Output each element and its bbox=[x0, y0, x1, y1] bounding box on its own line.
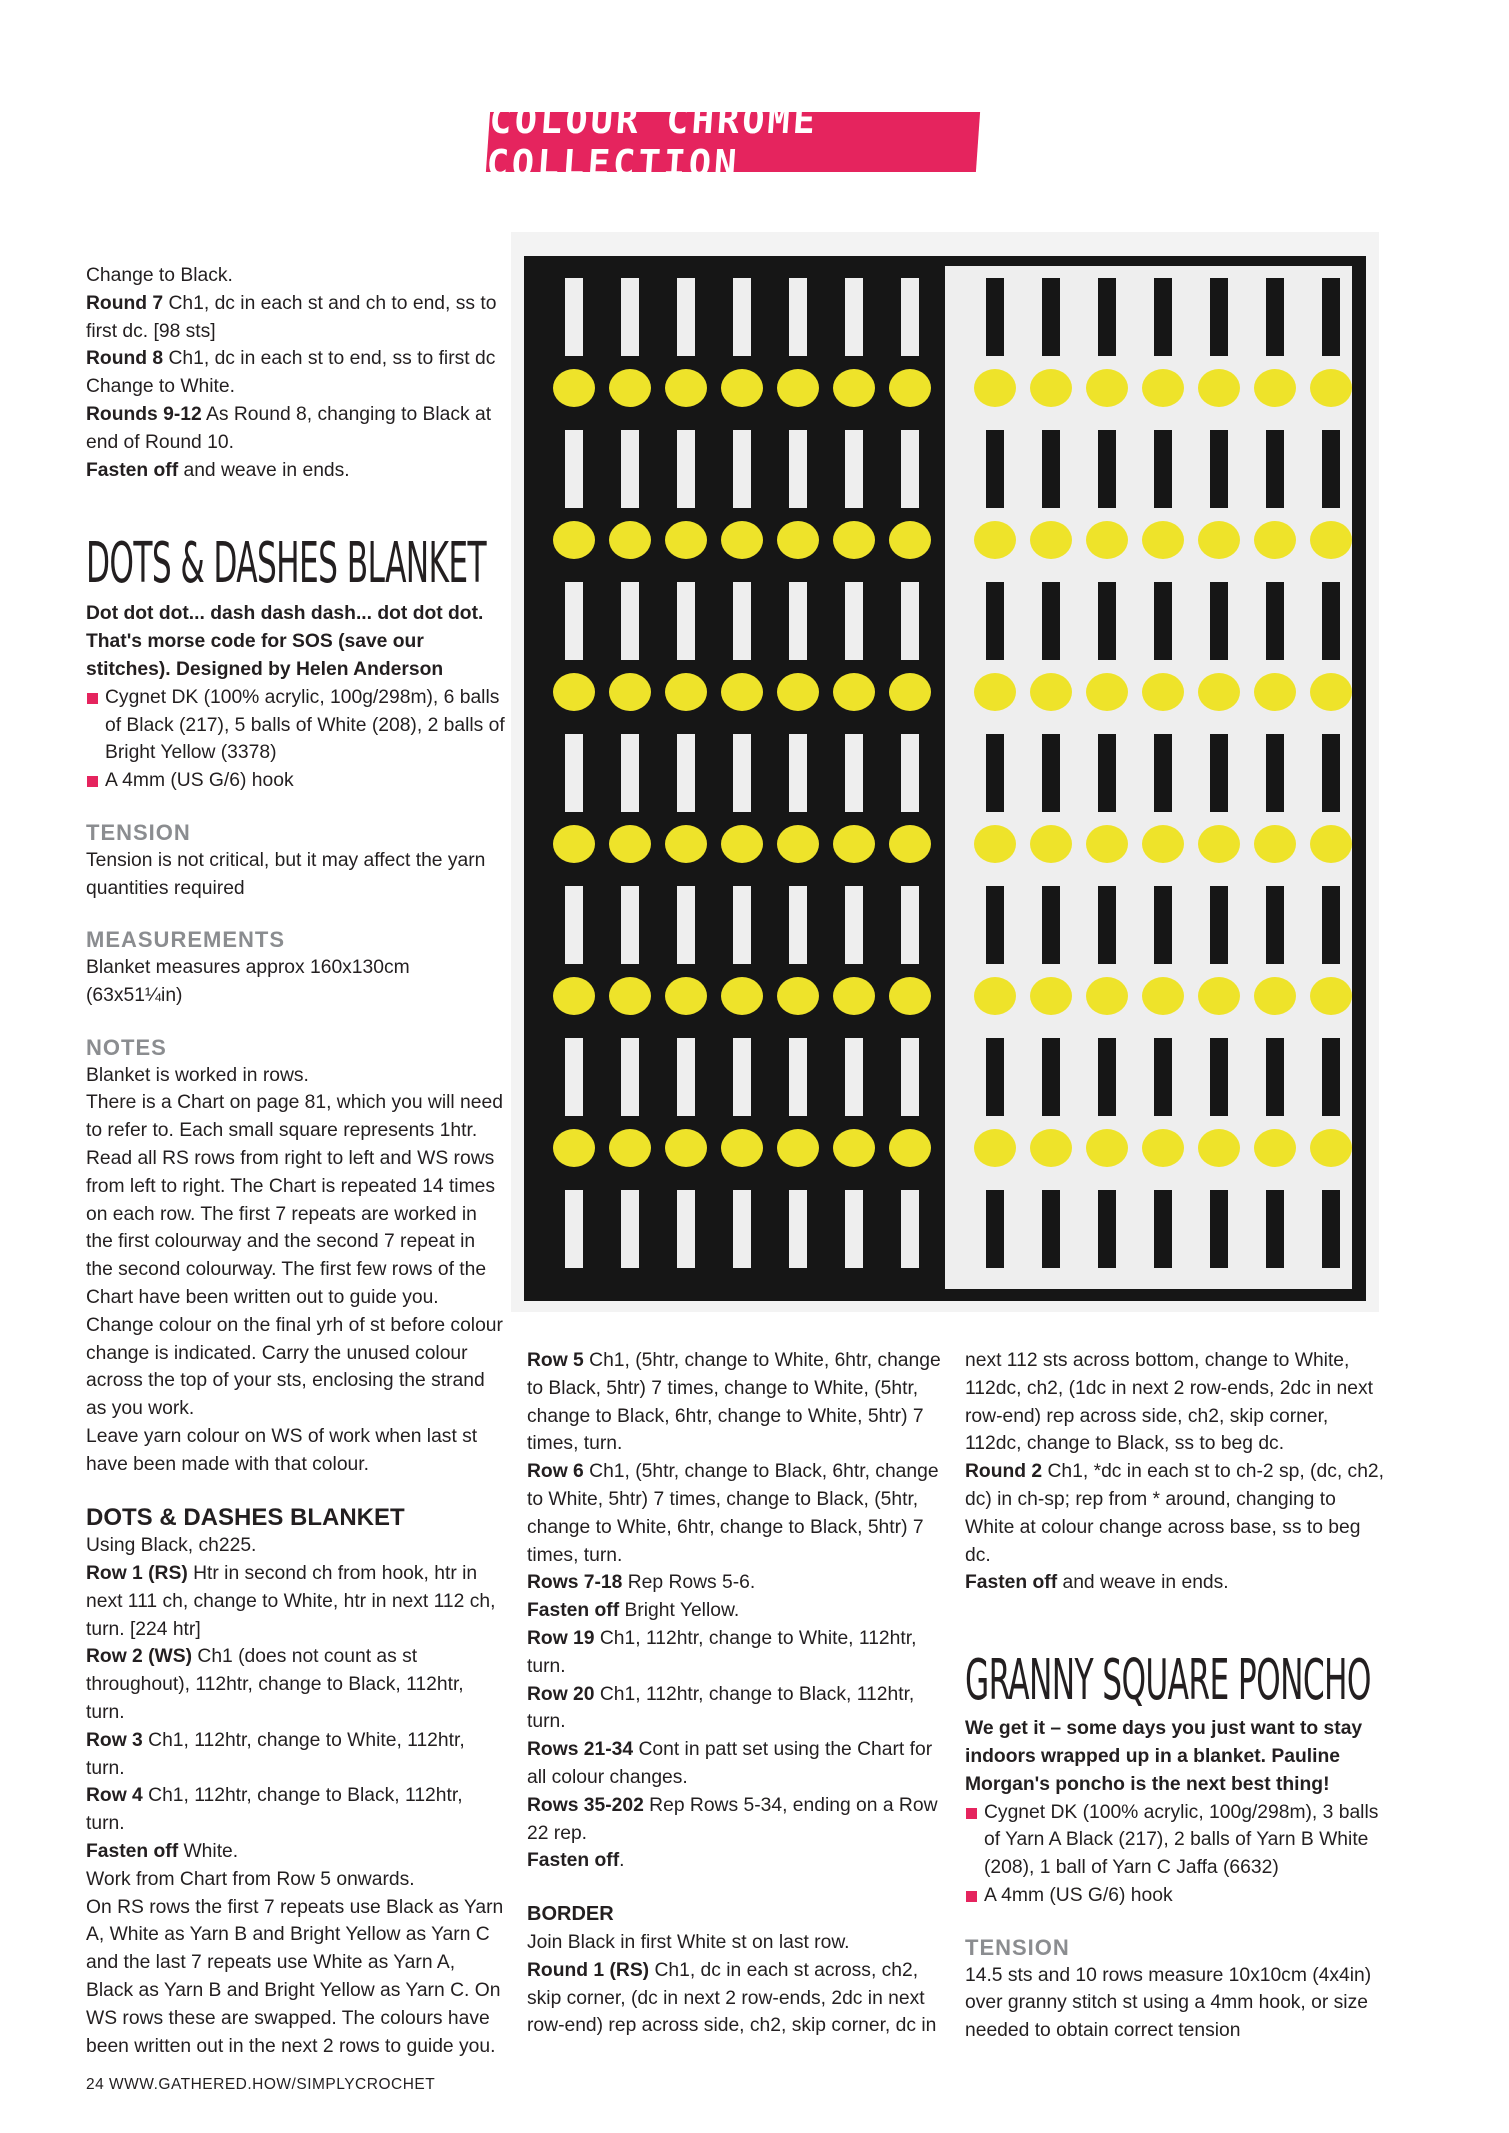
blanket-dash bbox=[1210, 1038, 1228, 1116]
left-column bbox=[86, 262, 506, 2060]
blanket-dash bbox=[1210, 1190, 1228, 1268]
row-line-8 bbox=[527, 1792, 947, 1848]
blanket-dot bbox=[1142, 521, 1184, 559]
pattern-line-4 bbox=[86, 1727, 506, 1783]
pattern-line-2 bbox=[86, 1560, 506, 1643]
right-line-text: Ch1, *dc in each st to ch-2 sp, (dc, ch2, dc) in ch-sp; rep from * around, changing to White at colour change across base, ss to beg dc. bbox=[965, 1461, 1384, 1566]
blanket-dot bbox=[609, 977, 651, 1015]
row-line-1 bbox=[527, 1347, 947, 1458]
blanket-dash bbox=[1154, 278, 1172, 356]
blanket-dot bbox=[1254, 369, 1296, 407]
blanket-dash bbox=[986, 278, 1004, 356]
blanket-dot bbox=[889, 1129, 931, 1167]
blanket-dot bbox=[609, 1129, 651, 1167]
blanket-dot bbox=[833, 369, 875, 407]
blanket-dot bbox=[553, 369, 595, 407]
dots-material-2: A 4mm (US G/6) hook bbox=[86, 767, 506, 795]
blanket-dot bbox=[974, 369, 1016, 407]
row-line-label: Row 6 bbox=[527, 1461, 584, 1483]
blanket-dot bbox=[1030, 977, 1072, 1015]
blanket-dash bbox=[1154, 1038, 1172, 1116]
blanket-dash bbox=[565, 1038, 583, 1116]
blanket-dot bbox=[553, 825, 595, 863]
pattern-line-3 bbox=[86, 1643, 506, 1726]
dots-tension-text: Tension is not critical, but it may affect the yarn quantities required bbox=[86, 849, 486, 899]
row-line-4 bbox=[527, 1597, 947, 1625]
pattern-line-1 bbox=[86, 1532, 506, 1560]
border-instructions bbox=[527, 1929, 947, 2040]
blanket-dot bbox=[889, 369, 931, 407]
pattern-line-7 bbox=[86, 1866, 506, 1894]
pattern-line-label: Row 2 (WS) bbox=[86, 1646, 193, 1668]
pattern-line-text: On RS rows the first 7 repeats use Black as Yarn A, White as Yarn B and Bright Yellow as Yarn C and the last 7 repeats use White as Yarn A, Black as Yarn B and Bright Yellow as Yarn C. On WS rows these are swapped. The colours have been written out in the next 2 rows to guide you. bbox=[86, 1896, 504, 2057]
blanket-dash bbox=[733, 1190, 751, 1268]
blanket-dash bbox=[733, 582, 751, 660]
blanket-dot bbox=[1030, 825, 1072, 863]
blanket-dash bbox=[733, 734, 751, 812]
row-line-text: Rep Rows 5-6. bbox=[622, 1572, 756, 1594]
blanket-dot bbox=[1086, 521, 1128, 559]
blanket-dot bbox=[1198, 825, 1240, 863]
blanket-dot bbox=[553, 977, 595, 1015]
pattern-line-text: White. bbox=[178, 1841, 239, 1863]
blanket-dash bbox=[901, 734, 919, 812]
blanket-dash bbox=[1042, 430, 1060, 508]
blanket-dot bbox=[553, 673, 595, 711]
blanket-dash bbox=[1154, 886, 1172, 964]
row-line-text: Bright Yellow. bbox=[619, 1600, 740, 1622]
row-line-text: Ch1, (5htr, change to Black, 6htr, change to White, 5htr) 7 times, change to Black, (5htr, change to White, 6htr, change to Black, 5htr) 7 times, turn. bbox=[527, 1461, 939, 1566]
blanket-dash bbox=[1266, 430, 1284, 508]
blanket-dot bbox=[1198, 673, 1240, 711]
poncho-material-2: A 4mm (US G/6) hook bbox=[965, 1882, 1385, 1910]
blanket-dot bbox=[609, 369, 651, 407]
right-line-text: next 112 sts across bottom, change to White, 112dc, ch2, (1dc in next 2 row-ends, 2dc in next row-end) rep across side, ch2, skip corner, 112dc, change to Black, ss to beg dc. bbox=[965, 1350, 1373, 1455]
blanket-dash bbox=[1322, 734, 1340, 812]
blanket-dot bbox=[777, 977, 819, 1015]
blanket-dash bbox=[789, 1038, 807, 1116]
blanket-dot bbox=[1086, 825, 1128, 863]
blanket-dot bbox=[665, 1129, 707, 1167]
blanket-dash bbox=[621, 278, 639, 356]
blanket-dot bbox=[665, 673, 707, 711]
poncho-tension-text: 14.5 sts and 10 rows measure 10x10cm (4x4in) over granny stitch st using a 4mm hook, or size needed to obtain correct tension bbox=[965, 1964, 1372, 2042]
blanket-dot bbox=[889, 521, 931, 559]
row-line-label: Row 5 bbox=[527, 1350, 584, 1371]
blanket-dot bbox=[665, 369, 707, 407]
blanket-dash bbox=[677, 886, 695, 964]
blanket-dash bbox=[1154, 582, 1172, 660]
row-line-2 bbox=[527, 1458, 947, 1569]
blanket-dash bbox=[986, 886, 1004, 964]
right-line-2 bbox=[965, 1458, 1385, 1569]
row-line-label: Rows 35-202 bbox=[527, 1794, 644, 1816]
blanket-dot bbox=[833, 521, 875, 559]
blanket-dot bbox=[777, 825, 819, 863]
pattern-line-text: Ch1, 112htr, change to White, 112htr, turn. bbox=[86, 1729, 465, 1779]
border-line-label: Round 1 (RS) bbox=[527, 1959, 650, 1981]
round-line-5 bbox=[86, 457, 506, 485]
right-line-label: Fasten off bbox=[965, 1572, 1058, 1594]
blanket-dash bbox=[789, 886, 807, 964]
blanket-dot bbox=[1310, 1129, 1352, 1167]
notes-line-1: Blanket is worked in rows. bbox=[86, 1064, 309, 1086]
blanket-dash bbox=[1042, 886, 1060, 964]
blanket-dot bbox=[553, 521, 595, 559]
blanket-dot bbox=[721, 673, 763, 711]
blanket-right-border bbox=[1352, 256, 1366, 1301]
dots-intro: Dot dot dot... dash dash dash... dot dot dot. That's morse code for SOS (save our stitches). Designed by Helen Anderson bbox=[86, 603, 484, 680]
pattern-line-5 bbox=[86, 1782, 506, 1838]
pattern-line-label: Fasten off bbox=[86, 1841, 179, 1863]
blanket-dot bbox=[665, 521, 707, 559]
blanket-dash bbox=[565, 886, 583, 964]
blanket-dash bbox=[986, 1038, 1004, 1116]
blanket-dash bbox=[845, 582, 863, 660]
blanket-dot bbox=[974, 1129, 1016, 1167]
round-line-text: Ch1, dc in each st to end, ss to first dc Change to White. bbox=[86, 348, 496, 398]
pattern-line-text: Ch1 (does not count as st throughout), 112htr, change to Black, 112htr, turn. bbox=[86, 1646, 464, 1724]
round-line-text: Change to Black. bbox=[86, 265, 233, 286]
round-line-3 bbox=[86, 345, 506, 401]
right-instructions bbox=[965, 1347, 1385, 1597]
blanket-dash bbox=[1322, 278, 1340, 356]
blanket-dash bbox=[565, 430, 583, 508]
blanket-dot bbox=[1142, 673, 1184, 711]
blanket-dash bbox=[1210, 734, 1228, 812]
blanket-dash bbox=[677, 430, 695, 508]
blanket-dash bbox=[1042, 1190, 1060, 1268]
blanket-dash bbox=[986, 582, 1004, 660]
blanket-dot bbox=[1086, 369, 1128, 407]
blanket-dot bbox=[1142, 977, 1184, 1015]
blanket-dash bbox=[1154, 430, 1172, 508]
blanket-dash bbox=[1098, 1038, 1116, 1116]
blanket-dash bbox=[621, 1038, 639, 1116]
blanket-dot bbox=[1030, 673, 1072, 711]
blanket-dash bbox=[565, 582, 583, 660]
blanket-dot bbox=[974, 673, 1016, 711]
blanket-dot bbox=[1254, 521, 1296, 559]
pattern-line-8 bbox=[86, 1894, 506, 2061]
blanket-dot bbox=[889, 673, 931, 711]
blanket-dash bbox=[1042, 582, 1060, 660]
blanket-dot bbox=[1254, 673, 1296, 711]
border-line-text: Ch1, dc in each st across, ch2, skip corner, (dc in next 2 row-ends, 2dc in next row-end) rep across side, ch2, skip corner, dc in bbox=[527, 1959, 937, 2037]
blanket-dash bbox=[901, 886, 919, 964]
blanket-dash bbox=[789, 582, 807, 660]
blanket-dot bbox=[721, 369, 763, 407]
blanket-dot bbox=[1198, 977, 1240, 1015]
round-line-label: Rounds 9-12 bbox=[86, 403, 202, 425]
dots-material-1: Cygnet DK (100% acrylic, 100g/298m), 6 balls of Black (217), 5 balls of White (208), 2 balls of Bright Yellow (3378) bbox=[86, 684, 506, 767]
round-line-text: Ch1, dc in each st and ch to end, ss to first dc. [98 sts] bbox=[86, 292, 497, 342]
blanket-dot bbox=[889, 825, 931, 863]
blanket-dash bbox=[1098, 430, 1116, 508]
row-line-text: Rep Rows 5-34, ending on a Row 22 rep. bbox=[527, 1794, 938, 1844]
dots-title: DOTS & DASHES BLANKET bbox=[86, 531, 486, 597]
row-line-text: . bbox=[619, 1850, 625, 1872]
blanket-dot bbox=[1310, 673, 1352, 711]
blanket-dot bbox=[1030, 1129, 1072, 1167]
blanket-dash bbox=[733, 886, 751, 964]
blanket-dot bbox=[1030, 521, 1072, 559]
right-line-1 bbox=[965, 1347, 1385, 1458]
right-line-text: and weave in ends. bbox=[1057, 1572, 1229, 1594]
blanket-dash bbox=[1266, 278, 1284, 356]
blanket-dash bbox=[621, 582, 639, 660]
blanket-dash bbox=[845, 886, 863, 964]
blanket-dot bbox=[721, 521, 763, 559]
blanket-dot bbox=[1030, 369, 1072, 407]
blanket-dash bbox=[1210, 582, 1228, 660]
blanket-dot bbox=[721, 1129, 763, 1167]
pattern-line-label: Row 1 (RS) bbox=[86, 1563, 188, 1585]
blanket-dash bbox=[789, 278, 807, 356]
blanket-dot bbox=[1198, 1129, 1240, 1167]
blanket-dot bbox=[1254, 825, 1296, 863]
blanket-dash bbox=[845, 430, 863, 508]
blanket-dot bbox=[974, 825, 1016, 863]
round-line-2 bbox=[86, 290, 506, 346]
round-line-text: and weave in ends. bbox=[178, 459, 350, 481]
blanket-dot bbox=[1310, 521, 1352, 559]
blanket-dash bbox=[1266, 734, 1284, 812]
blanket-dot bbox=[721, 825, 763, 863]
blanket-dot bbox=[1254, 977, 1296, 1015]
blanket-dash bbox=[621, 430, 639, 508]
page-footer: 24 WWW.GATHERED.HOW/SIMPLYCROCHET bbox=[86, 2076, 436, 2093]
blanket-dot bbox=[777, 673, 819, 711]
row-line-label: Rows 7-18 bbox=[527, 1572, 623, 1594]
blanket-dot bbox=[974, 977, 1016, 1015]
blanket-dot bbox=[1086, 977, 1128, 1015]
blanket-dash bbox=[1098, 278, 1116, 356]
blanket-dash bbox=[1154, 1190, 1172, 1268]
round-line-4 bbox=[86, 401, 506, 457]
blanket-dash bbox=[845, 278, 863, 356]
pattern-line-label: Row 3 bbox=[86, 1729, 143, 1751]
blanket-dot bbox=[833, 1129, 875, 1167]
row-line-9 bbox=[527, 1847, 947, 1875]
blanket-dash bbox=[1098, 886, 1116, 964]
blanket-dash bbox=[621, 1190, 639, 1268]
row-line-text: Ch1, 112htr, change to White, 112htr, turn. bbox=[527, 1627, 917, 1677]
row-line-3 bbox=[527, 1569, 947, 1597]
right-line-3 bbox=[965, 1569, 1385, 1597]
dots-notes-heading: NOTES bbox=[86, 1034, 167, 1060]
blanket-dot bbox=[1142, 1129, 1184, 1167]
right-line-label: Round 2 bbox=[965, 1461, 1043, 1483]
blanket-dash bbox=[845, 1190, 863, 1268]
blanket-dash bbox=[789, 734, 807, 812]
blanket-dash bbox=[621, 886, 639, 964]
row-line-text: Cont in patt set using the Chart for all colour changes. bbox=[527, 1739, 933, 1788]
row-line-text: Ch1, (5htr, change to White, 6htr, change to Black, 5htr) 7 times, change to White, (5htr, change to Black, 6htr, change to White, 5htr) 7 times, turn. bbox=[527, 1350, 941, 1455]
blanket-dash bbox=[845, 1038, 863, 1116]
border-line-1 bbox=[527, 1929, 947, 1957]
blanket-dot bbox=[609, 521, 651, 559]
border-line-2 bbox=[527, 1957, 947, 2040]
round-line-label: Fasten off bbox=[86, 459, 179, 481]
row-line-6 bbox=[527, 1681, 947, 1737]
blanket-dot bbox=[777, 1129, 819, 1167]
poncho-intro: We get it – some days you just want to stay indoors wrapped up in a blanket. Pauline Morgan's poncho is the next best thing! bbox=[965, 1718, 1363, 1795]
blanket-dot bbox=[609, 825, 651, 863]
row-line-label: Fasten off bbox=[527, 1850, 620, 1872]
dots-measurements-heading: MEASUREMENTS bbox=[86, 927, 286, 953]
left-top-rounds bbox=[86, 262, 506, 484]
blanket-dot bbox=[609, 673, 651, 711]
blanket-dot bbox=[721, 977, 763, 1015]
poncho-material-1: Cygnet DK (100% acrylic, 100g/298m), 3 balls of Yarn A Black (217), 2 balls of Yarn B White (208), 1 ball of Yarn C Jaffa (6632) bbox=[965, 1799, 1385, 1882]
blanket-dash bbox=[986, 1190, 1004, 1268]
blanket-dash bbox=[677, 278, 695, 356]
blanket-dot bbox=[777, 369, 819, 407]
blanket-dash bbox=[677, 1190, 695, 1268]
blanket-dot bbox=[553, 1129, 595, 1167]
blanket-dash bbox=[677, 734, 695, 812]
blanket-dash bbox=[1322, 582, 1340, 660]
row-line-label: Row 19 bbox=[527, 1627, 595, 1649]
blanket-dash bbox=[1266, 582, 1284, 660]
blanket-dot bbox=[974, 521, 1016, 559]
blanket-dash bbox=[1322, 1038, 1340, 1116]
blanket-dash bbox=[1322, 1190, 1340, 1268]
blanket-dash bbox=[901, 582, 919, 660]
blanket-dash bbox=[677, 1038, 695, 1116]
blanket-dot bbox=[777, 521, 819, 559]
blanket-top-border bbox=[945, 256, 1366, 266]
blanket-dash bbox=[1154, 734, 1172, 812]
blanket-dash bbox=[901, 1038, 919, 1116]
blanket-dot bbox=[833, 825, 875, 863]
blanket-dash bbox=[986, 734, 1004, 812]
blanket-dot bbox=[1142, 825, 1184, 863]
blanket-dot bbox=[833, 673, 875, 711]
pattern-line-label: Row 4 bbox=[86, 1785, 143, 1807]
blanket-dash bbox=[733, 1038, 751, 1116]
blanket-dash bbox=[1266, 1038, 1284, 1116]
notes-line-2: There is a Chart on page 81, which you will need to refer to. Each small square represents 1htr. Read all RS rows from right to left and WS rows from left to right. The Chart is repeated 14 times on each row. The first 7 repeats are worked in the first colourway and the second 7 repeat in the second colourway. The first few rows of the Chart have been written out to guide you. Change colour on the final yrh of st before colour change is indicated. Carry the unused colour across the top of your sts, enclosing the strand as you work. bbox=[86, 1092, 503, 1420]
blanket-dash bbox=[1266, 1190, 1284, 1268]
round-line-1 bbox=[86, 262, 506, 290]
blanket-dash bbox=[789, 430, 807, 508]
blanket-dash bbox=[1098, 734, 1116, 812]
blanket-dot bbox=[1310, 825, 1352, 863]
poncho-title: GRANNY SQUARE PONCHO bbox=[965, 1648, 1371, 1714]
blanket-dash bbox=[1266, 886, 1284, 964]
blanket-dot bbox=[1198, 521, 1240, 559]
pattern-line-text: Using Black, ch225. bbox=[86, 1535, 257, 1557]
right-column bbox=[965, 1347, 1385, 2045]
middle-column bbox=[527, 1347, 947, 2040]
blanket-dot bbox=[1086, 1129, 1128, 1167]
dots-tension-heading: TENSION bbox=[86, 819, 191, 845]
row-line-label: Fasten off bbox=[527, 1600, 620, 1622]
blanket-dash bbox=[733, 278, 751, 356]
blanket-bottom-border bbox=[945, 1289, 1366, 1301]
blanket-dot bbox=[1142, 369, 1184, 407]
blanket-dash bbox=[1210, 886, 1228, 964]
blanket-dash bbox=[1098, 582, 1116, 660]
blanket-dot bbox=[1254, 1129, 1296, 1167]
mid-instructions bbox=[527, 1347, 947, 1875]
round-line-label: Round 8 bbox=[86, 348, 164, 370]
section-banner: COLOUR CHROME COLLECTION bbox=[486, 112, 980, 172]
blanket-dot bbox=[1198, 369, 1240, 407]
round-line-label: Round 7 bbox=[86, 292, 164, 314]
blanket-dot bbox=[1086, 673, 1128, 711]
row-line-7 bbox=[527, 1736, 947, 1792]
blanket-dot bbox=[665, 825, 707, 863]
pattern-line-text: Htr in second ch from hook, htr in next 111 ch, change to White, htr in next 112 ch, turn. [224 htr] bbox=[86, 1563, 496, 1640]
blanket-dash bbox=[901, 430, 919, 508]
blanket-dash bbox=[845, 734, 863, 812]
row-line-text: Ch1, 112htr, change to Black, 112htr, turn. bbox=[527, 1683, 915, 1733]
row-line-label: Row 20 bbox=[527, 1683, 595, 1705]
blanket-dot bbox=[1310, 977, 1352, 1015]
blanket-dash bbox=[565, 278, 583, 356]
blanket-dash bbox=[621, 734, 639, 812]
blanket-dot bbox=[1310, 369, 1352, 407]
notes-line-3: Leave yarn colour on WS of work when last st have been made with that colour. bbox=[86, 1425, 478, 1475]
blanket-dash bbox=[901, 278, 919, 356]
pattern-line-text: Work from Chart from Row 5 onwards. bbox=[86, 1868, 415, 1890]
blanket-dash bbox=[565, 734, 583, 812]
blanket-dash bbox=[901, 1190, 919, 1268]
dots-measurements-text: Blanket measures approx 160x130cm (63x51¼in) bbox=[86, 957, 410, 1006]
blanket-dash bbox=[1042, 278, 1060, 356]
pattern-line-6 bbox=[86, 1838, 506, 1866]
round-line-text: As Round 8, changing to Black at end of Round 10. bbox=[86, 403, 492, 453]
blanket-dash bbox=[677, 582, 695, 660]
pattern-heading: DOTS & DASHES BLANKET bbox=[86, 1504, 405, 1532]
pattern-line-text: Ch1, 112htr, change to Black, 112htr, turn. bbox=[86, 1785, 463, 1835]
blanket-dash bbox=[1322, 430, 1340, 508]
border-heading: BORDER bbox=[527, 1903, 614, 1926]
blanket-dash bbox=[986, 430, 1004, 508]
blanket-dash bbox=[1210, 278, 1228, 356]
blanket-dash bbox=[1210, 430, 1228, 508]
blanket-dash bbox=[789, 1190, 807, 1268]
row-line-label: Rows 21-34 bbox=[527, 1739, 634, 1761]
blanket-photo bbox=[524, 256, 1366, 1301]
poncho-tension-heading: TENSION bbox=[965, 1934, 1070, 1960]
blanket-dot bbox=[889, 977, 931, 1015]
blanket-dash bbox=[1042, 1038, 1060, 1116]
pattern-instructions bbox=[86, 1532, 506, 2060]
blanket-dot bbox=[665, 977, 707, 1015]
row-line-5 bbox=[527, 1625, 947, 1681]
blanket-dash bbox=[733, 430, 751, 508]
blanket-dot bbox=[833, 977, 875, 1015]
blanket-dash bbox=[565, 1190, 583, 1268]
blanket-dash bbox=[1322, 886, 1340, 964]
blanket-dash bbox=[1042, 734, 1060, 812]
blanket-dash bbox=[1098, 1190, 1116, 1268]
border-line-text: Join Black in first White st on last row. bbox=[527, 1931, 850, 1953]
